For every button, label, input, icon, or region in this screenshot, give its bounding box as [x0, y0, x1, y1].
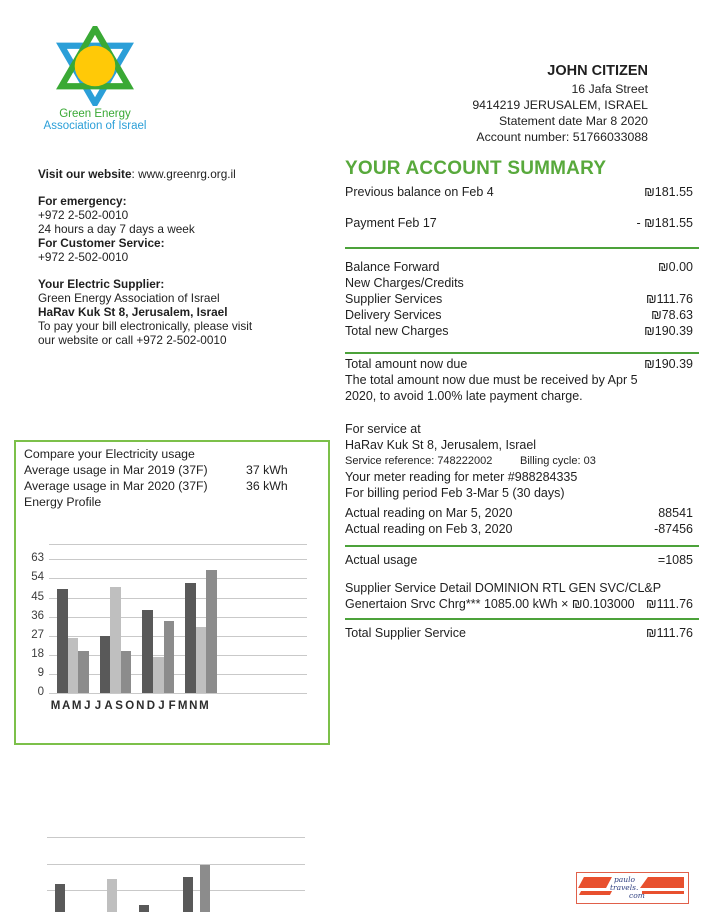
recipient-address2: 9414219 JERUSALEM, ISRAEL — [472, 98, 648, 112]
y-axis-tick-label: 0 — [37, 686, 44, 698]
due-note-line2: 2020, to avoid 1.00% late payment charge. — [345, 389, 583, 403]
account-summary — [345, 158, 699, 641]
divider — [345, 545, 699, 547]
summary-row: Total new Charges ₪190.39 — [345, 324, 693, 338]
compare-title: Compare your Electricity usage — [24, 447, 195, 461]
reading-row: Actual reading on Feb 3, 2020 -87456 — [345, 522, 693, 536]
chart-gridline — [49, 598, 307, 599]
actual-usage-row: Actual usage =1085 — [345, 553, 693, 567]
sun-icon — [75, 46, 116, 87]
watermark-text-line2: travels. — [610, 883, 639, 892]
account-number: Account number: 51766033088 — [476, 130, 648, 144]
billing-period: For billing period Feb 3-Mar 5 (30 days) — [345, 486, 565, 500]
bar-cropped — [139, 905, 149, 912]
bar-month-usage — [142, 610, 153, 693]
total-supplier-row: Total Supplier Service ₪111.76 — [345, 626, 693, 640]
y-axis-tick-label: 63 — [31, 552, 44, 565]
watermark-text-line1: paulo — [614, 875, 636, 884]
chart-gridline — [47, 890, 305, 891]
summary-row: Balance Forward ₪0.00 — [345, 260, 693, 274]
service-line1: For service at — [345, 422, 421, 436]
supplier-block — [38, 277, 330, 347]
average-usage-row: Average usage in Mar 2019 (37F) 37 kWh — [24, 463, 288, 477]
bar-cropped — [183, 877, 193, 912]
customer-service-phone: +972 2-502-0010 — [38, 250, 129, 264]
total-due-row: Total amount now due ₪190.39 — [345, 357, 693, 371]
bar-month-usage — [100, 636, 111, 693]
x-axis-tick-label: D — [146, 700, 156, 712]
bar-month-usage — [196, 627, 207, 693]
chart-gridline — [49, 578, 307, 579]
summary-row: Payment Feb 17 - ₪181.55 — [345, 216, 693, 230]
average-usage-row: Average usage in Mar 2020 (37F) 36 kWh — [24, 479, 288, 493]
website-url: : www.greenrg.org.il — [131, 167, 236, 181]
x-axis-tick-label: F — [168, 700, 176, 712]
logo-text-line2: Association of Israel — [43, 120, 147, 132]
x-axis-tick-label: J — [84, 700, 91, 712]
summary-row: Previous balance on Feb 4 ₪181.55 — [345, 185, 693, 199]
chart-gridline — [47, 864, 305, 865]
logo — [20, 26, 170, 132]
statement-date: Statement date Mar 8 2020 — [498, 114, 648, 128]
watermark-right-strip — [642, 891, 684, 894]
recipient-address1: 16 Jafa Street — [571, 82, 648, 96]
logo-text-line1: Green Energy — [59, 108, 131, 120]
x-axis-tick-label: M — [50, 700, 61, 712]
supplier-name: Green Energy Association of Israel — [38, 291, 220, 305]
x-axis-tick-label: N — [189, 700, 198, 712]
y-axis-tick-label: 18 — [31, 647, 44, 660]
bar-cropped — [200, 865, 210, 912]
service-block — [345, 421, 699, 501]
chart-gridline — [47, 837, 305, 838]
summary-title: YOUR ACCOUNT SUMMARY — [345, 158, 607, 179]
chart-top-border — [49, 544, 307, 545]
recipient-block — [472, 62, 648, 145]
bar-month-usage — [68, 638, 79, 693]
watermark-logo — [576, 872, 689, 904]
x-axis-tick-label: M — [71, 700, 82, 712]
emergency-label: For emergency: — [38, 194, 127, 208]
due-note-line1: The total amount now due must be received by Apr 5 — [345, 373, 638, 387]
service-reference: Service reference: 748222002 — [345, 455, 493, 467]
y-axis-tick-label: 27 — [31, 628, 44, 641]
supplier-label: Your Electric Supplier: — [38, 277, 165, 291]
watermark-text-line3: com — [629, 891, 645, 900]
bar-month-usage — [185, 583, 196, 693]
chart-gridline — [49, 559, 307, 560]
x-axis-tick-label: M — [199, 700, 209, 712]
bar-month-usage — [78, 651, 89, 693]
divider — [345, 618, 699, 620]
bar-month-usage — [121, 651, 132, 693]
customer-service-label: For Customer Service: — [38, 236, 165, 250]
bar-cropped — [107, 879, 117, 912]
watermark-right-shape — [640, 877, 684, 888]
x-axis-tick-label: J — [94, 700, 102, 712]
y-axis-tick-label: 54 — [31, 571, 44, 584]
x-axis-tick-label: N — [136, 700, 145, 712]
chart-gridline — [49, 617, 307, 618]
contact-block — [38, 167, 330, 360]
bar-month-usage — [57, 589, 68, 693]
emergency-phone: +972 2-502-0010 — [38, 208, 129, 222]
chart-gridline — [49, 693, 307, 694]
x-axis-tick-label: A — [61, 700, 71, 712]
supplier-detail-line2: Genertaion Srvc Chrg*** 1085.00 kWh × ₪0.103000 ₪111.76 — [345, 597, 693, 611]
bar-month-usage — [164, 621, 175, 693]
recipient-name: JOHN CITIZEN — [547, 63, 648, 79]
summary-row: Supplier Services ₪111.76 — [345, 292, 693, 306]
readings-block — [345, 505, 699, 537]
energy-profile-label: Energy Profile — [24, 495, 102, 509]
service-reference-row — [345, 453, 699, 469]
divider — [345, 247, 699, 249]
pay-line1: To pay your bill electronically, please visit — [38, 319, 253, 333]
bar-month-usage — [206, 570, 217, 693]
supplier-detail-line1: Supplier Service Detail DOMINION RTL GEN SVC/CL&P — [345, 581, 662, 595]
divider — [345, 352, 699, 354]
energy-profile-chart — [16, 442, 328, 743]
x-axis-tick-label: O — [125, 700, 135, 712]
emergency-hours: 24 hours a day 7 days a week — [38, 222, 195, 236]
x-axis-tick-label: A — [104, 700, 113, 712]
x-axis-tick-label: S — [115, 700, 123, 712]
bar-month-usage — [153, 657, 164, 693]
compare-usage-box — [14, 440, 330, 745]
website-label: Visit our website — [38, 167, 132, 181]
website-line — [38, 167, 330, 181]
chart-gridline — [49, 636, 307, 637]
billing-cycle: Billing cycle: 03 — [520, 455, 596, 467]
summary-row: Delivery Services ₪78.63 — [345, 308, 693, 322]
y-axis-tick-label: 9 — [37, 666, 44, 679]
x-axis-tick-label: M — [177, 700, 188, 712]
charges-block — [345, 259, 699, 339]
meter-line: Your meter reading for meter #988284335 — [345, 470, 578, 484]
service-address: HaRav Kuk St 8, Jerusalem, Israel — [345, 438, 537, 452]
phones-block — [38, 194, 330, 264]
x-axis-tick-label: J — [158, 700, 165, 712]
watermark-left-strip — [579, 891, 612, 895]
y-axis-tick-label: 45 — [31, 590, 44, 603]
supplier-address: HaRav Kuk St 8, Jerusalem, Israel — [38, 305, 228, 319]
y-axis-tick-label: 36 — [31, 609, 44, 622]
bar-month-usage — [110, 587, 121, 693]
star-of-david-sun-icon — [56, 26, 134, 106]
pay-line2: our website or call +972 2-502-0010 — [38, 333, 227, 347]
summary-row: New Charges/Credits — [345, 276, 464, 290]
bar-cropped — [55, 884, 65, 912]
reading-row: Actual reading on Mar 5, 2020 88541 — [345, 506, 693, 520]
watermark-left-shape — [578, 877, 612, 888]
